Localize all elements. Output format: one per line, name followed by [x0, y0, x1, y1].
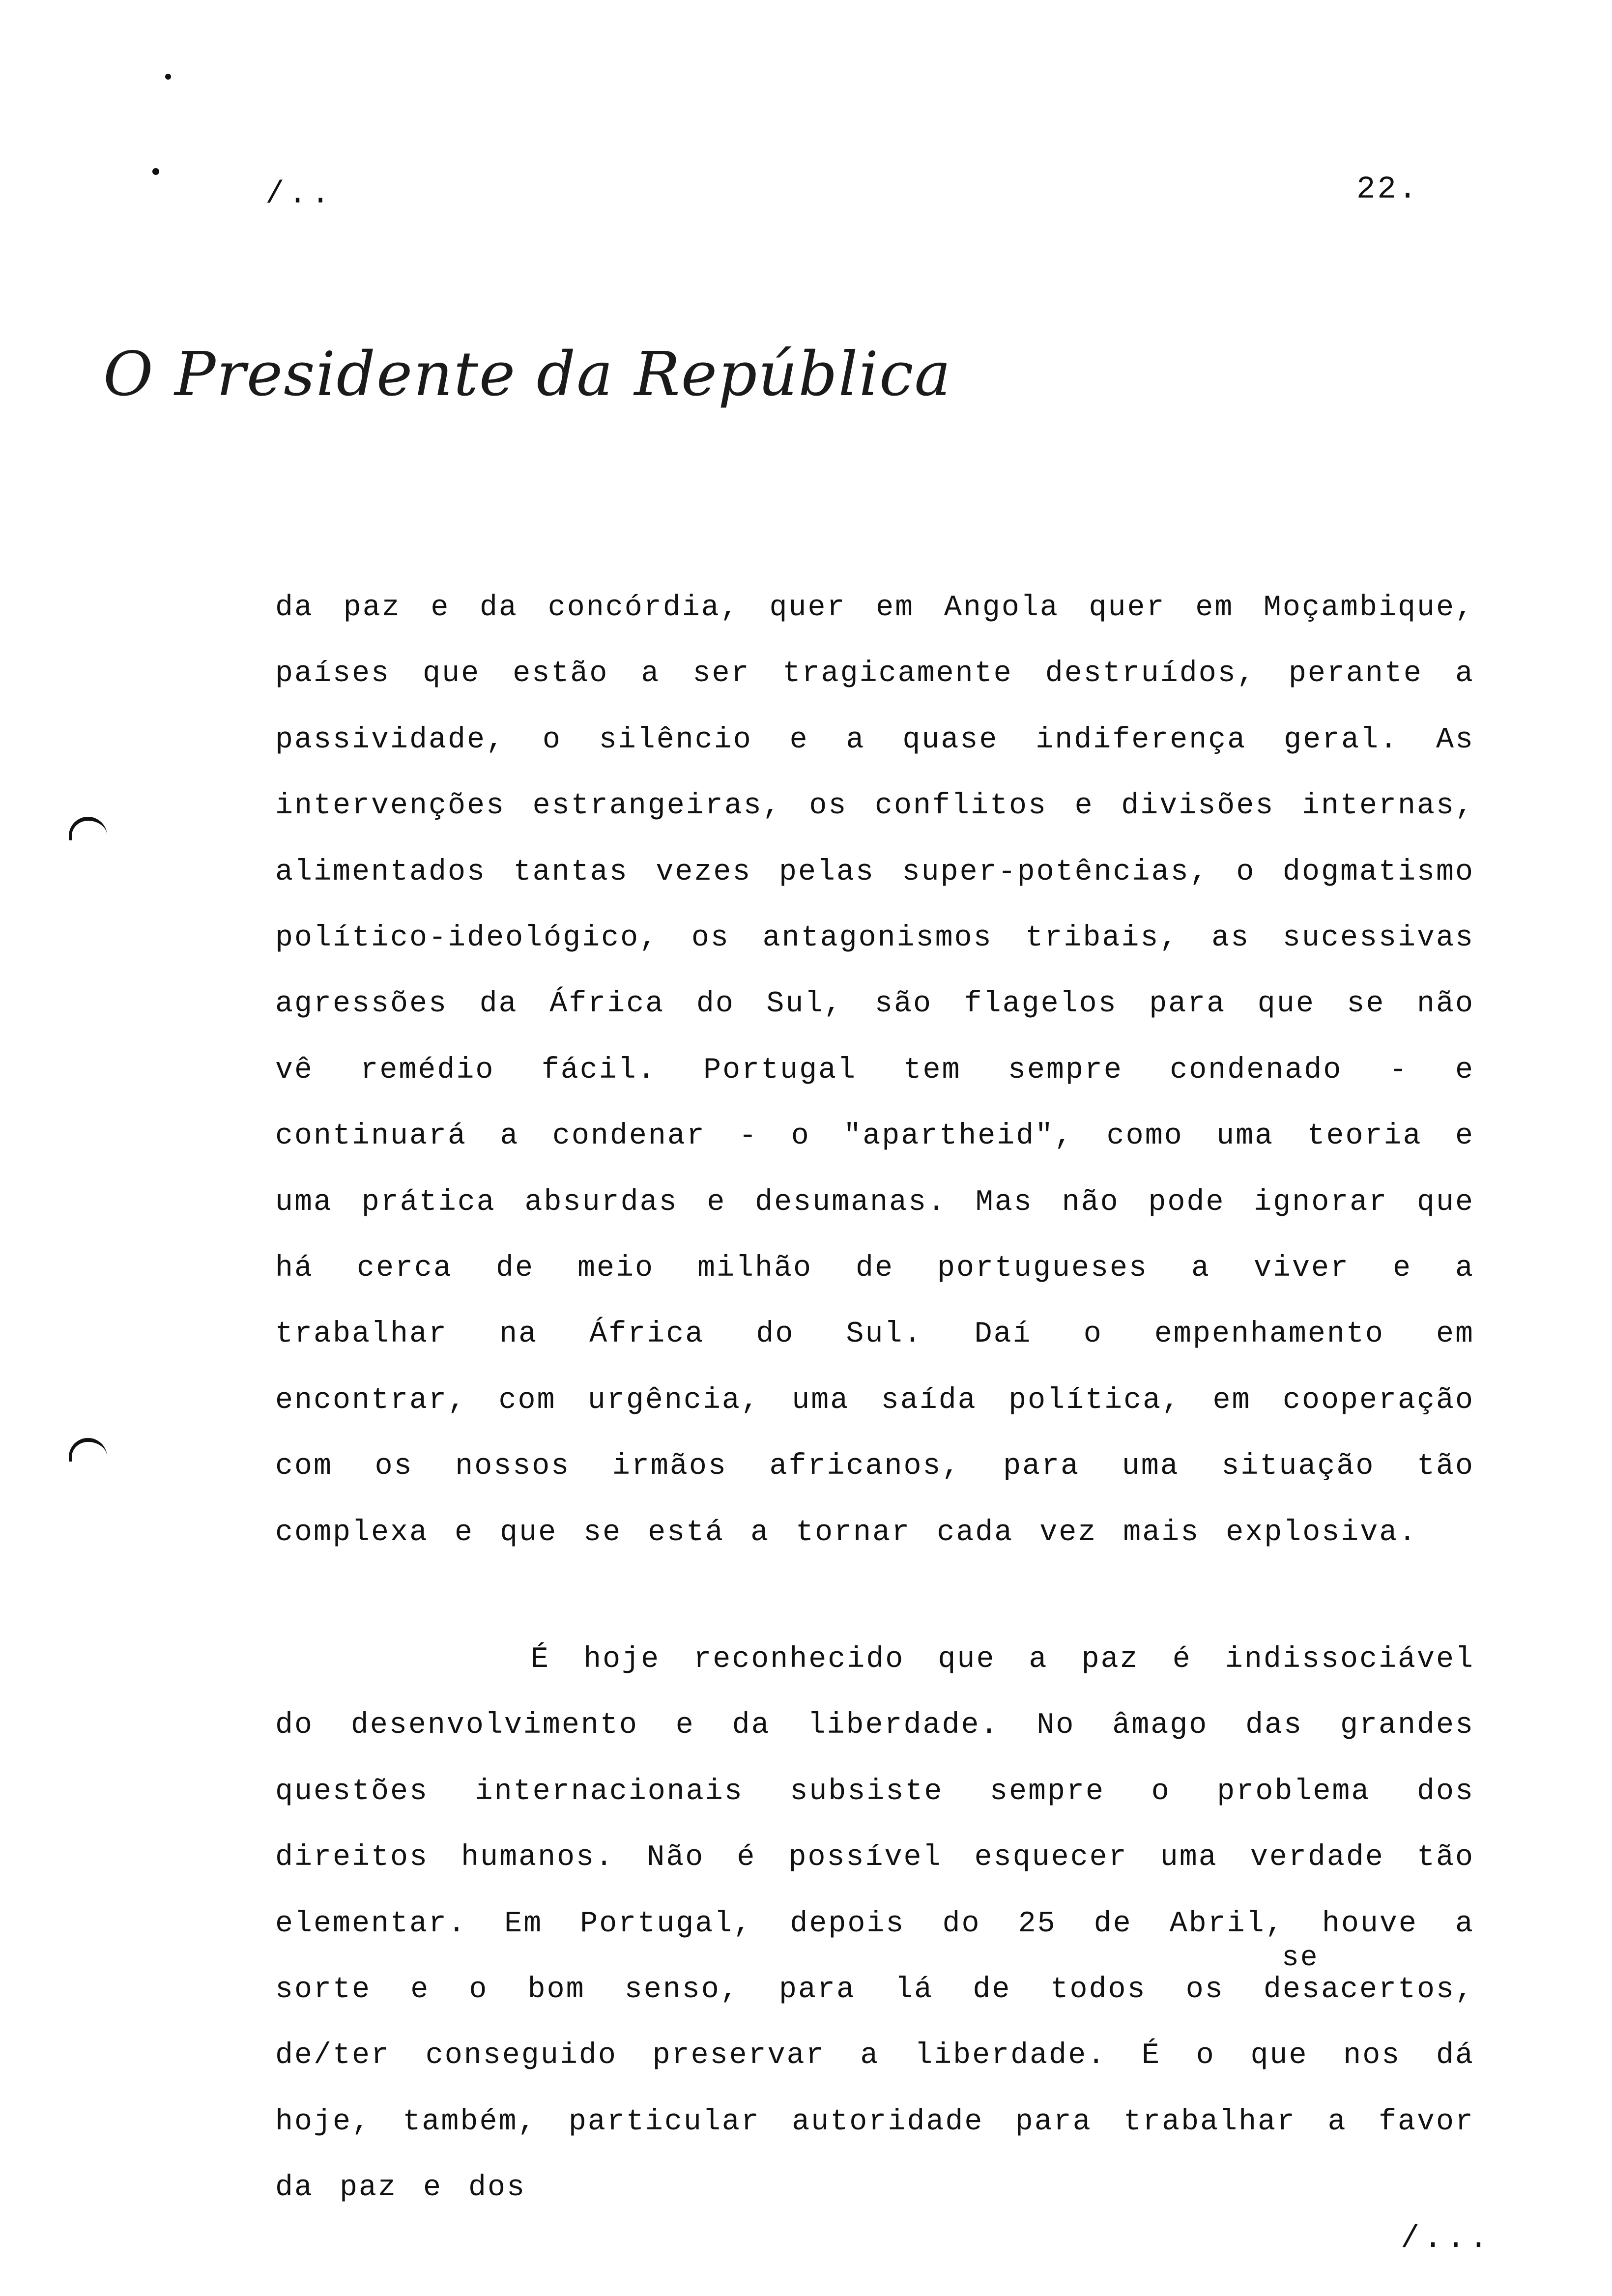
punch-hole-icon [69, 1438, 107, 1462]
scan-speck [152, 168, 159, 175]
continuation-mark-top: /.. [265, 177, 334, 212]
body-paragraph-2: É hoje reconhecido que a paz é indissociável do desenvolvimento e da liberdade. No âmago das grandes questões internacionais subsiste sempre o problema dos direitos humanos. Não é possível esquecer uma verdade tão elementar. Em Portugal, depois do 25 de Abril, houve a sorte e o bom senso, para lá de todos os desacertos, de/ter conseguido preservar a liberdade. É o que nos dá hoje, também, particular autoridade para trabalhar a favor da paz e dos [275, 1643, 1474, 2205]
handwritten-insert: se [1282, 1942, 1319, 1974]
scan-speck [165, 74, 171, 80]
punch-hole-icon [69, 817, 107, 840]
page-number: 22. [1356, 172, 1419, 207]
continuation-mark-bottom: /... [1401, 2221, 1492, 2257]
body-paragraph-1: da paz e da concórdia, quer em Angola quer em Moçambique, países que estão a ser tragicamente destruídos, perante a passividade, o silêncio e a quase indiferença geral. As intervenções estrangeiras, os conflitos e divisões internas, alimentados tantas vezes pelas super-potências, o dogmatismo político-ideológico, os antagonismos tribais, as sucessivas agressões da África do Sul, são flagelos para que se não vê remédio fácil. Portugal tem sempre condenado - e continuará a condenar - o "apartheid", como uma teoria e uma prática absurdas e desumanas. Mas não pode ignorar que há cerca de meio milhão de portugueses a viver e a trabalhar na África do Sul. Daí o empenhamento em encontrar, com urgência, uma saída política, em cooperação com os nossos irmãos africanos, para uma situação tão complexa e que se está a tornar cada vez mais explosiva. [275, 591, 1474, 1550]
letterhead-title: O Presidente da República [103, 339, 952, 410]
